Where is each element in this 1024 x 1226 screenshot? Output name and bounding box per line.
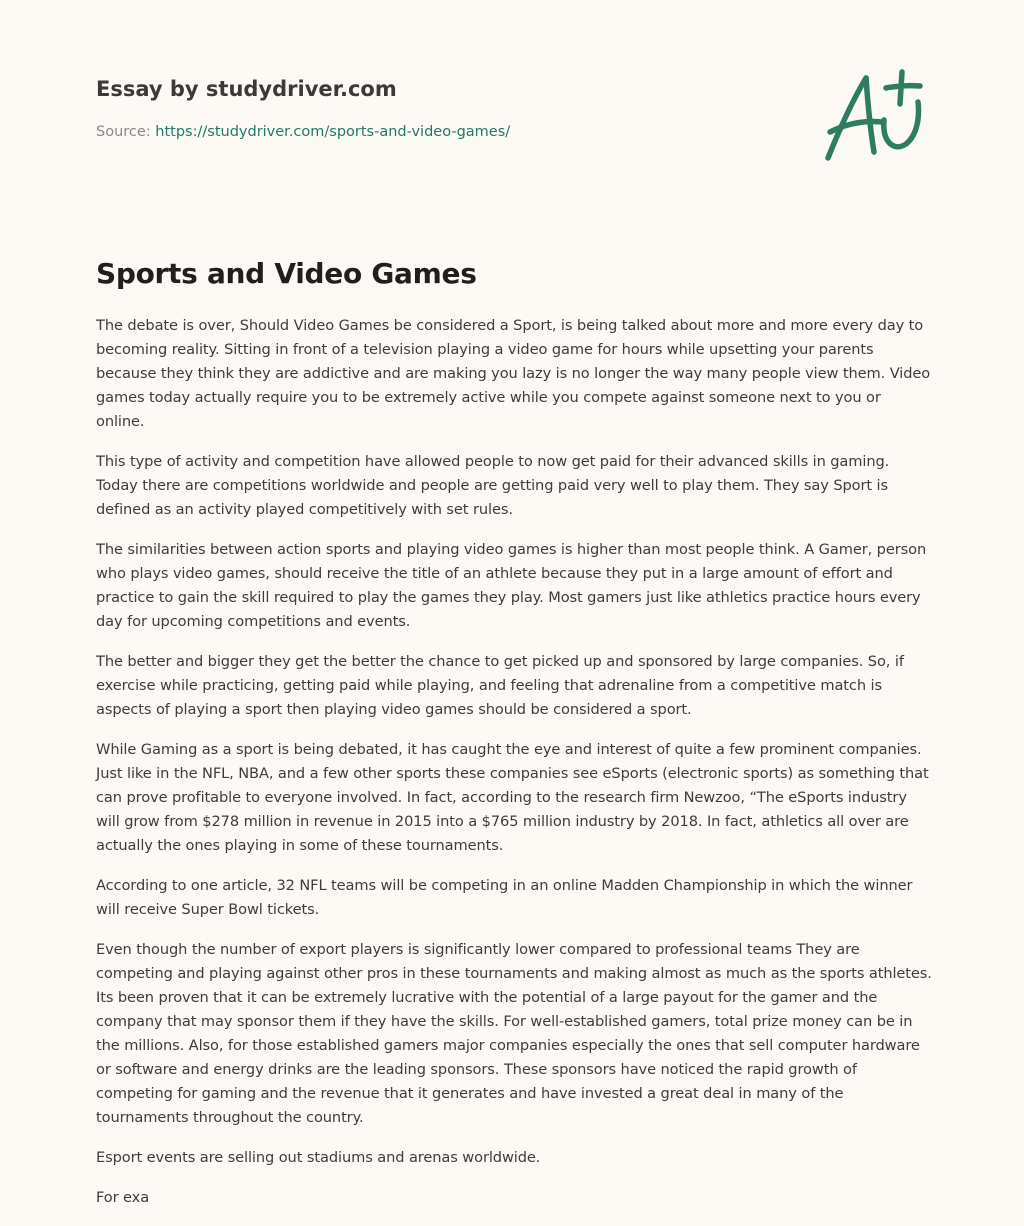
essay-paragraph: The debate is over, Should Video Games be considered a Sport, is being talked about more and more every day to becoming reality. Sitting in front of a television playing a video game for hours while upsetting your parents because they think they are addictive and are making you lazy is no longer the way many people view them. Video games today actually require you to be extremely active while you compete against someone next to you or online. [96,317,931,430]
source-link[interactable]: https://studydriver.com/sports-and-video-games/ [155,124,511,140]
essay-paragraph: Even though the number of export players is significantly lower compared to professional teams They are competing and playing against other pros in these tournaments and making almost as much as the sports athletes. Its been proven that it can be extremely lucrative with the potential of a large payout for the gamer and the company that may sponsor them if they have the skills. For well-established gamers, total prize money can be in the millions. Also, for those established gamers major companies especially the ones that sell computer hardware or software and energy drinks are the leading sponsors. These sponsors have noticed the rapid growth of competing for gaming and the revenue that it generates and have invested a great deal in many of the tournaments throughout the country. [96,941,932,1126]
essay-paragraph: Esport events are selling out stadiums and arenas worldwide. [96,1149,541,1166]
essay-paragraph: While Gaming as a sport is being debated, it has caught the eye and interest of quite a few prominent companies. Just like in the NFL, NBA, and a few other sports these companies see eSports (electronic sports) as something that can prove profitable to everyone involved. In fact, according to the research firm Newzoo, “The eSports industry will grow from $278 million in revenue in 2015 into a $765 million industry by 2018. In fact, athletics all over are actually the ones playing in some of these tournaments. [96,741,929,854]
essay-paragraph: The similarities between action sports and playing video games is higher than most people think. A Gamer, person who plays video games, should receive the title of an athlete because they put in a large amount of effort and practice to gain the skill required to play the games they play. Most gamers just like athletics practice hours every day for upcoming competitions and events. [96,541,927,630]
essay-paragraph: This type of activity and competition have allowed people to now get paid for their advanced skills in gaming. Today there are competitions worldwide and people are getting paid very well to play them. They say Sport is defined as an activity played competitively with set rules. [96,453,890,518]
source-label: Source: [96,124,151,140]
source-line [96,122,796,142]
essay-title: Sports and Video Games [96,257,477,290]
essay-body [96,314,932,1226]
essay-paragraph: The better and bigger they get the better the chance to get picked up and sponsored by large companies. So, if exercise while practicing, getting paid while playing, and feeling that adrenaline from a competitive match is aspects of playing a sport then playing video games should be considered a sport. [96,653,904,718]
page-header [96,74,796,142]
essay-paragraph: According to one article, 32 NFL teams will be competing in an online Madden Championship in which the winner will receive Super Bowl tickets. [96,877,913,918]
a-plus-logo-icon [820,66,930,166]
essay-paragraph: For exa [96,1189,150,1206]
site-title: Essay by studydriver.com [96,77,397,101]
